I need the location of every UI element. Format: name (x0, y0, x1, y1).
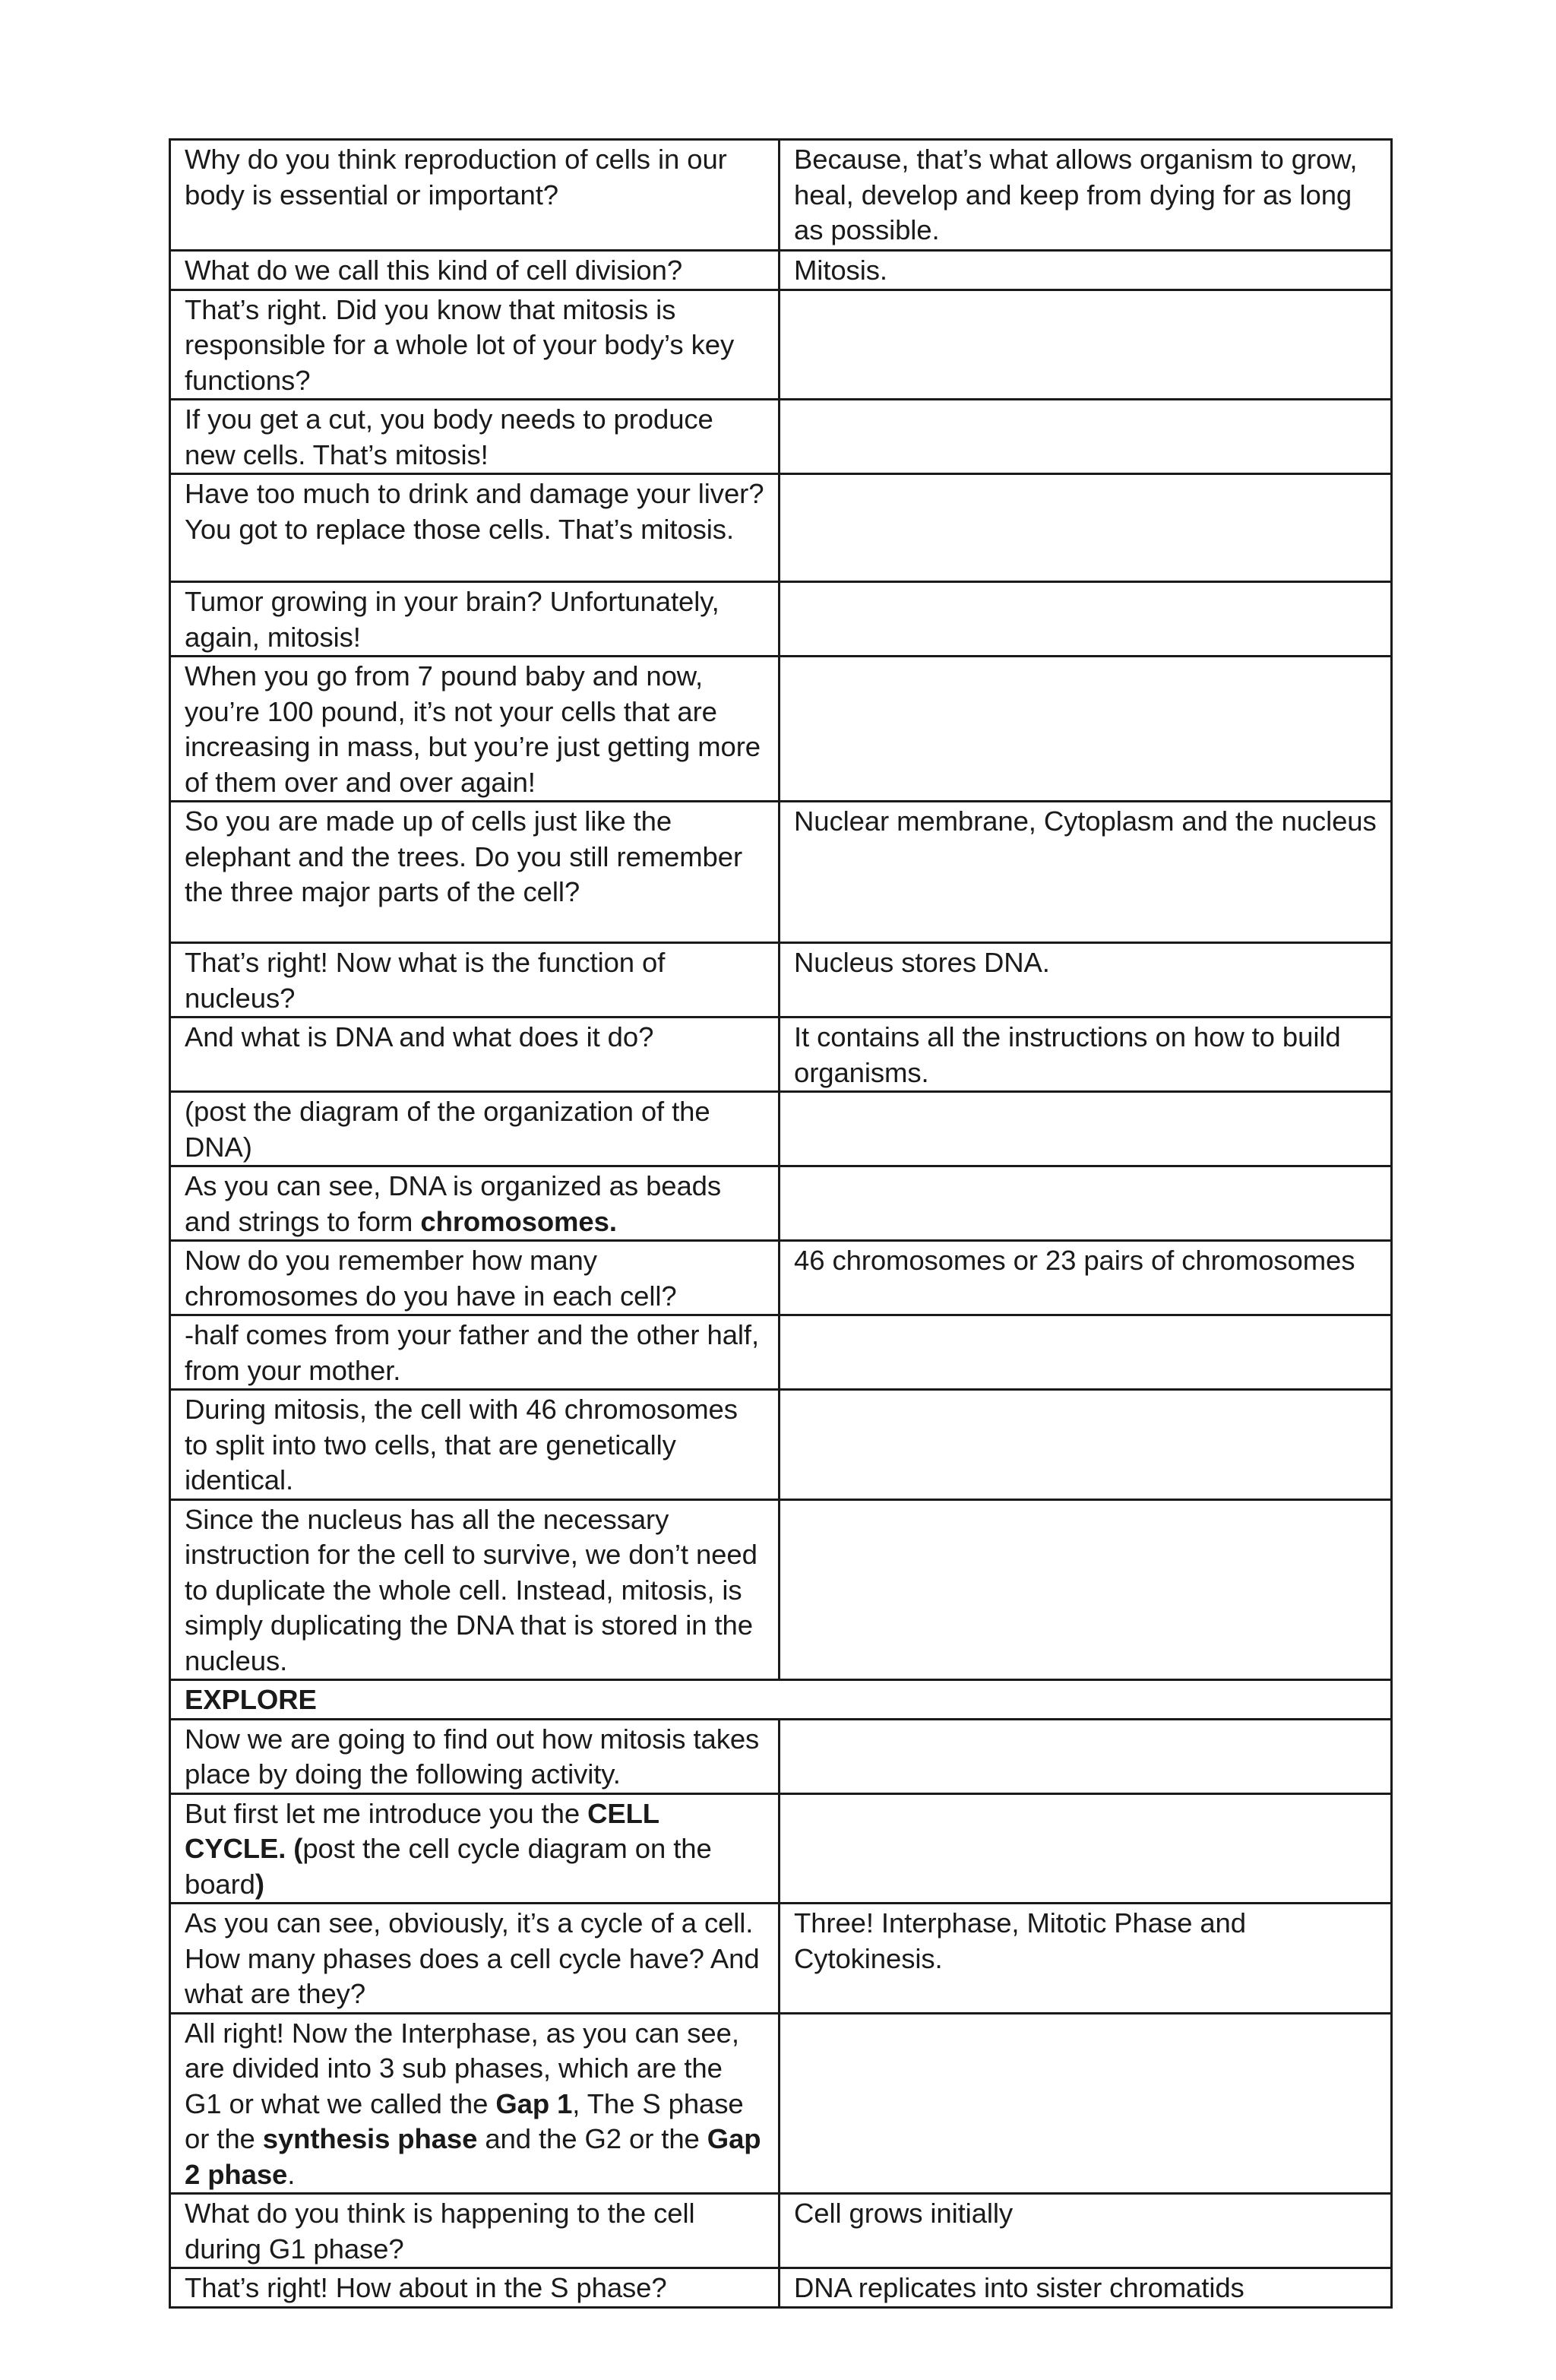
student-cell (780, 1719, 1392, 1793)
teacher-cell (170, 1166, 780, 1241)
student-cell: Because, that’s what allows organism to grow, heal, develop and keep from dying for as long as possible. (780, 140, 1392, 251)
student-cell (780, 290, 1392, 400)
student-cell (780, 1166, 1392, 1241)
table-row (170, 1390, 1392, 1500)
teacher-text: , The S phase or the (185, 2087, 744, 2154)
teacher-text: and the G2 or the (477, 2123, 707, 2154)
student-cell: Nucleus stores DNA. (780, 943, 1392, 1018)
table-row (170, 1499, 1392, 1680)
teacher-cell: As you can see, obviously, it’s a cycle of a cell. How many phases does a cell cycle have? And what are they? (170, 1904, 780, 2014)
teacher-text: post the cell cycle diagram on the board (185, 1833, 712, 1900)
table-row (170, 140, 1392, 251)
student-cell: Three! Interphase, Mitotic Phase and Cytokinesis. (780, 1904, 1392, 2014)
teacher-text: As you can see, DNA is organized as beads and strings to form (185, 1170, 722, 1237)
teacher-bold-term: chromosomes. (420, 1205, 617, 1237)
teacher-cell: And what is DNA and what does it do? (170, 1018, 780, 1092)
table-row (170, 1018, 1392, 1092)
section-row (170, 1680, 1392, 1720)
student-cell: 46 chromosomes or 23 pairs of chromosomes (780, 1241, 1392, 1315)
table-row (170, 474, 1392, 582)
student-cell (780, 2013, 1392, 2194)
lesson-dialogue-table (169, 138, 1393, 2309)
table-row (170, 1904, 1392, 2014)
teacher-cell: Now we are going to find out how mitosis takes place by doing the following activity. (170, 1719, 780, 1793)
teacher-text: . (287, 2158, 296, 2190)
table-row (170, 1315, 1392, 1390)
table-row (170, 582, 1392, 657)
teacher-text: All right! Now the Interphase, as you can see, are divided into 3 sub phases, which are the G1 or what we called the (185, 2017, 739, 2119)
teacher-cell: (post the diagram of the organization of the DNA) (170, 1092, 780, 1166)
teacher-bold-term: ) (255, 1868, 264, 1900)
table-row (170, 2194, 1392, 2268)
table-row (170, 1166, 1392, 1241)
teacher-bold-term: Gap 2 phase (185, 2123, 761, 2190)
table-row (170, 2268, 1392, 2308)
table-row (170, 943, 1392, 1018)
student-cell (780, 474, 1392, 582)
student-cell (780, 1793, 1392, 1904)
student-cell (780, 657, 1392, 802)
teacher-cell: When you go from 7 pound baby and now, you’re 100 pound, it’s not your cells that are increasing in mass, but you’re just getting more of them over and over again! (170, 657, 780, 802)
teacher-cell: During mitosis, the cell with 46 chromosomes to split into two cells, that are genetically identical. (170, 1390, 780, 1500)
student-cell (780, 1390, 1392, 1500)
student-cell: Mitosis. (780, 251, 1392, 290)
table-row (170, 400, 1392, 474)
table-row (170, 657, 1392, 802)
teacher-cell: Tumor growing in your brain? Unfortunately, again, mitosis! (170, 582, 780, 657)
teacher-cell: What do we call this kind of cell division? (170, 251, 780, 290)
teacher-bold-term: CELL CYCLE. ( (185, 1797, 659, 1864)
teacher-cell: That’s right. Did you know that mitosis is responsible for a whole lot of your body’s key functions? (170, 290, 780, 400)
teacher-cell: Now do you remember how many chromosomes do you have in each cell? (170, 1241, 780, 1315)
teacher-cell: Why do you think reproduction of cells in our body is essential or important? (170, 140, 780, 251)
student-cell: DNA replicates into sister chromatids (780, 2268, 1392, 2308)
teacher-bold-term: Gap 1 (495, 2087, 573, 2119)
teacher-text: But first let me introduce you the (185, 1797, 588, 1829)
teacher-cell: If you get a cut, you body needs to produce new cells. That’s mitosis! (170, 400, 780, 474)
student-cell (780, 1315, 1392, 1390)
teacher-cell (170, 1793, 780, 1904)
table-row (170, 1719, 1392, 1793)
table-row (170, 1241, 1392, 1315)
student-cell: Nuclear membrane, Cytoplasm and the nucleus (780, 802, 1392, 943)
teacher-cell: Have too much to drink and damage your liver? You got to replace those cells. That’s mitosis. (170, 474, 780, 582)
teacher-cell: What do you think is happening to the cell during G1 phase? (170, 2194, 780, 2268)
teacher-cell: Since the nucleus has all the necessary instruction for the cell to survive, we don’t need to duplicate the whole cell. Instead, mitosis, is simply duplicating the DNA that is stored in the nucleus. (170, 1499, 780, 1680)
student-cell (780, 400, 1392, 474)
table-row (170, 1092, 1392, 1166)
student-cell (780, 1092, 1392, 1166)
table-row (170, 802, 1392, 943)
section-heading: EXPLORE (170, 1680, 1392, 1720)
table-row (170, 2013, 1392, 2194)
teacher-cell: -half comes from your father and the other half, from your mother. (170, 1315, 780, 1390)
teacher-bold-term: synthesis phase (262, 2123, 478, 2154)
teacher-cell (170, 2013, 780, 2194)
teacher-cell: That’s right! Now what is the function of nucleus? (170, 943, 780, 1018)
table-row (170, 290, 1392, 400)
table-row (170, 1793, 1392, 1904)
teacher-cell: So you are made up of cells just like the elephant and the trees. Do you still remember the three major parts of the cell? (170, 802, 780, 943)
student-cell: It contains all the instructions on how to build organisms. (780, 1018, 1392, 1092)
table-row (170, 251, 1392, 290)
teacher-cell: That’s right! How about in the S phase? (170, 2268, 780, 2308)
student-cell (780, 1499, 1392, 1680)
student-cell: Cell grows initially (780, 2194, 1392, 2268)
student-cell (780, 582, 1392, 657)
